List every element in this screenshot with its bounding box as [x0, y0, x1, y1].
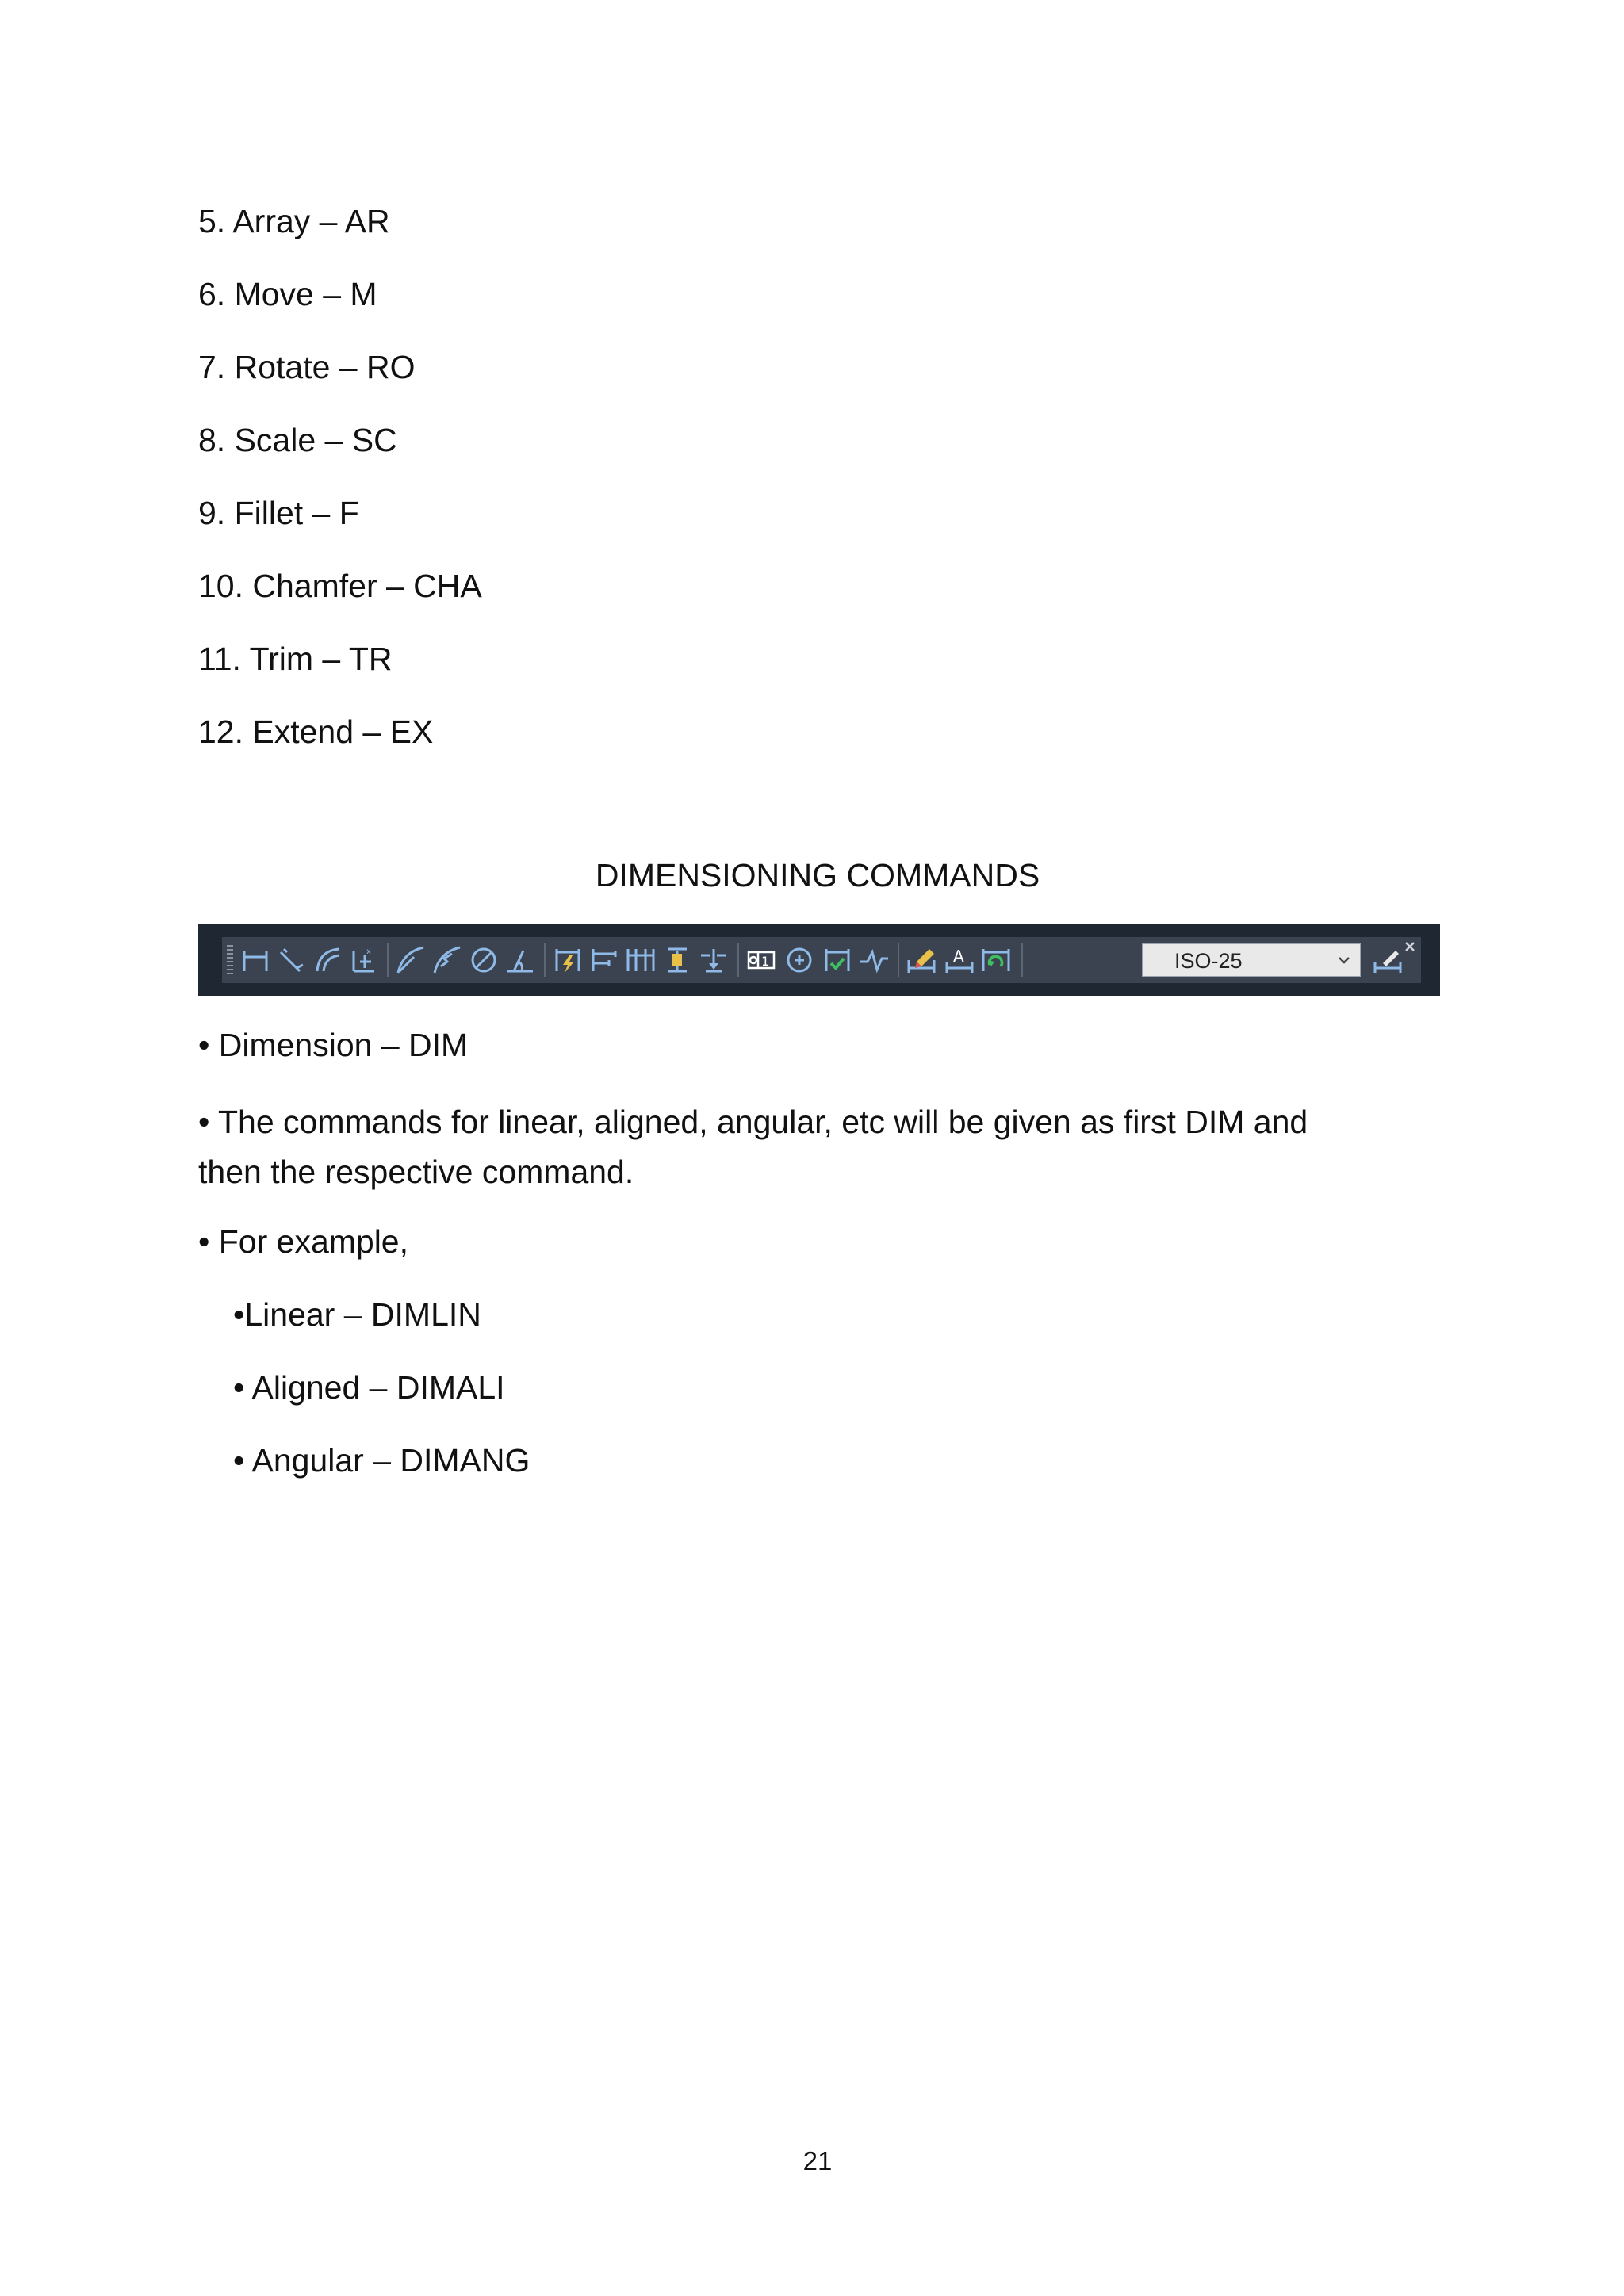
arc-length-icon[interactable] [312, 944, 344, 976]
section-heading: DIMENSIONING COMMANDS [595, 857, 1040, 894]
list-item-move: 6. Move – M [198, 276, 377, 312]
toolbar-panel [222, 937, 1421, 983]
dimension-style-value: ISO-25 [1174, 949, 1243, 973]
svg-text:x: x [366, 947, 371, 956]
dimension-text-edit-icon[interactable] [944, 944, 975, 976]
bullet-commands-line-1: • The commands for linear, aligned, angular, etc will be given as first DIM and [198, 1104, 1308, 1140]
sub-bullet-aligned: • Aligned – DIMALI [233, 1369, 505, 1406]
toolbar-grip[interactable] [227, 945, 233, 975]
chevron-down-icon[interactable] [1336, 950, 1352, 970]
list-item-extend: 12. Extend – EX [198, 714, 434, 750]
list-item-rotate: 7. Rotate – RO [198, 349, 416, 385]
list-item-array: 5. Array – AR [198, 203, 390, 239]
inspection-icon[interactable] [822, 944, 853, 976]
jogged-linear-icon[interactable] [858, 944, 890, 976]
tolerance-icon[interactable] [745, 944, 777, 976]
jogged-dimension-icon[interactable] [431, 944, 463, 976]
quick-dimension-icon[interactable] [552, 944, 584, 976]
sub-bullet-angular: • Angular – DIMANG [233, 1442, 530, 1479]
page-number: 21 [802, 2146, 833, 2175]
dimension-style-select[interactable] [1142, 943, 1361, 977]
svg-text:A: A [953, 947, 964, 966]
bullet-commands-paragraph [198, 1097, 1435, 1197]
dimension-space-icon[interactable] [661, 944, 693, 976]
toolbar-separator [544, 943, 546, 977]
list-item-fillet: 9. Fillet – F [198, 495, 359, 531]
bullet-dimension: • Dimension – DIM [198, 1027, 469, 1063]
list-item-scale: 8. Scale – SC [198, 422, 397, 458]
angular-dimension-icon[interactable] [504, 944, 536, 976]
dimension-break-icon[interactable] [698, 944, 730, 976]
list-item-trim: 11. Trim – TR [198, 641, 393, 677]
toolbar-separator [387, 943, 389, 977]
close-icon[interactable] [1404, 940, 1416, 953]
ordinate-dimension-icon[interactable] [347, 944, 379, 976]
svg-text:1: 1 [761, 954, 770, 969]
diameter-dimension-icon[interactable] [468, 944, 500, 976]
list-item-chamfer: 10. Chamfer – CHA [198, 568, 482, 604]
radius-dimension-icon[interactable] [395, 944, 427, 976]
continue-dimension-icon[interactable] [625, 944, 657, 976]
dimension-update-icon[interactable] [980, 944, 1012, 976]
dimension-toolbar [198, 924, 1440, 996]
toolbar-separator [737, 943, 739, 977]
center-mark-icon[interactable] [783, 944, 815, 976]
dimension-edit-icon[interactable] [906, 944, 937, 976]
sub-bullet-linear: •Linear – DIMLIN [233, 1296, 481, 1333]
linear-dimension-icon[interactable] [239, 944, 271, 976]
bullet-commands-line-2: then the respective command. [198, 1154, 634, 1190]
dimension-style-icon[interactable] [1372, 944, 1404, 976]
aligned-dimension-icon[interactable] [276, 944, 308, 976]
baseline-dimension-icon[interactable] [588, 944, 620, 976]
toolbar-separator [898, 943, 899, 977]
toolbar-separator [1021, 943, 1023, 977]
bullet-example: • For example, [198, 1223, 408, 1260]
